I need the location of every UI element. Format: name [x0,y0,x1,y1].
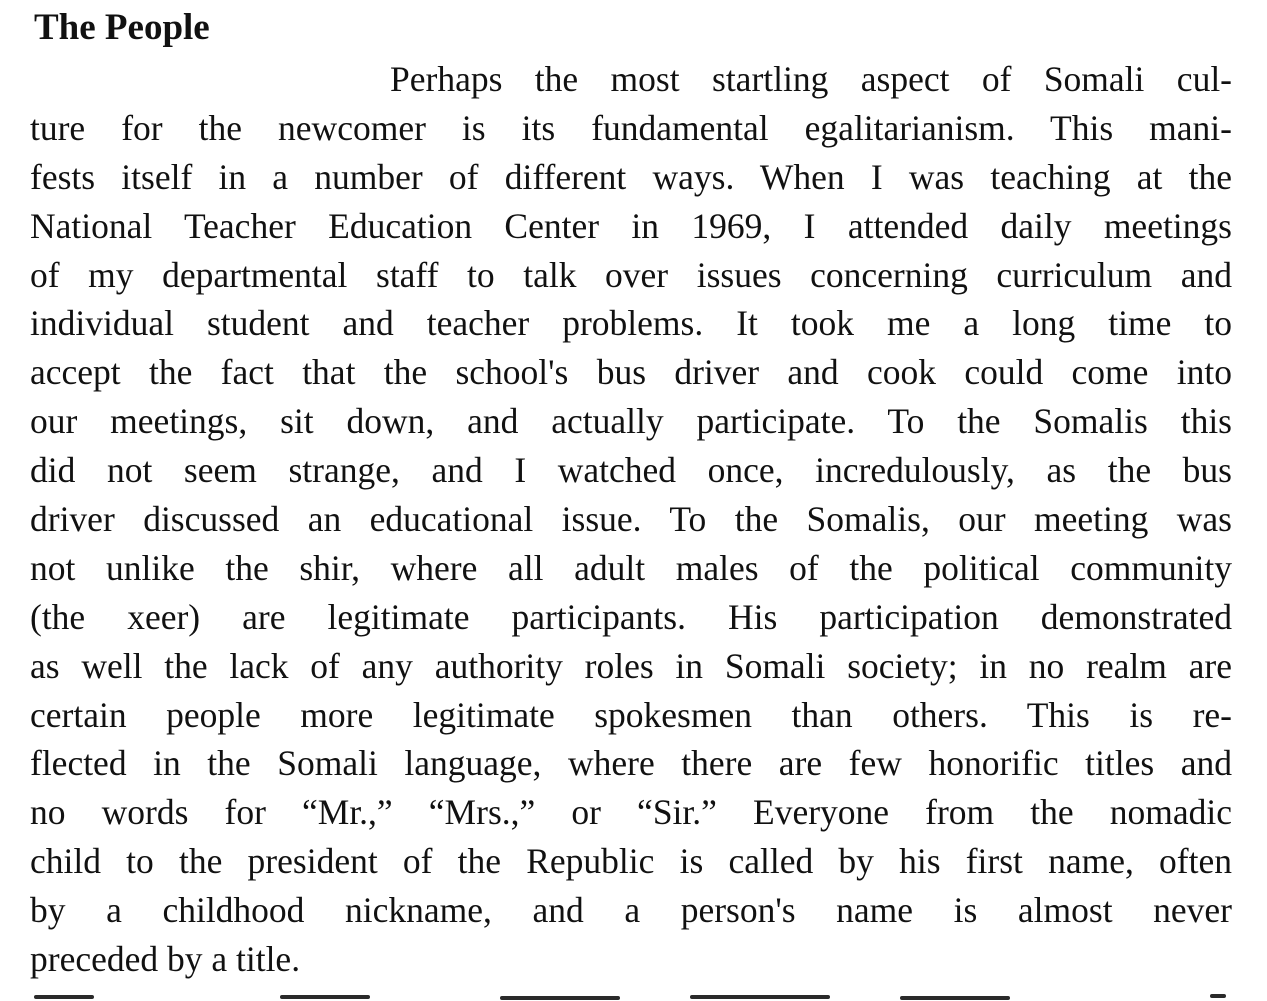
paragraph-line: flected in the Somali language, where there are few honorific titles and [30,743,1232,784]
paragraph [30,55,1232,984]
paragraph-line: by a childhood nickname, and a person's name is almost never [30,890,1232,931]
text-fragment [34,995,94,999]
section-heading: The People [34,7,210,48]
paragraph-line: no words for “Mr.,” “Mrs.,” or “Sir.” Everyone from the nomadic [30,792,1232,833]
paragraph-line: fests itself in a number of different ways. When I was teaching at the [30,156,1232,197]
paragraph-line: (the xeer) are legitimate participants. His participation demonstrated [30,596,1232,637]
paragraph-line: not unlike the shir, where all adult males of the political community [30,547,1232,588]
text-fragment [1210,994,1226,998]
text-fragment [690,995,830,999]
paragraph-line: did not seem strange, and I watched once, incredulously, as the bus [30,450,1232,491]
paragraph-line: driver discussed an educational issue. To the Somalis, our meeting was [30,499,1232,540]
paragraph-line: our meetings, sit down, and actually participate. To the Somalis this [30,401,1232,442]
text-fragment [900,996,1010,1000]
paragraph-line: accept the fact that the school's bus driver and cook could come into [30,352,1232,393]
paragraph-line: child to the president of the Republic is called by his first name, often [30,841,1232,882]
paragraph-line: of my departmental staff to talk over issues concerning curriculum and [30,254,1232,295]
paragraph-line: certain people more legitimate spokesmen than others. This is re- [30,694,1232,735]
paragraph-line: preceded by a title. [30,939,301,980]
text-fragment [500,996,620,1000]
paragraph-line: individual student and teacher problems. It took me a long time to [30,303,1232,344]
paragraph-line: ture for the newcomer is its fundamental egalitarianism. This mani- [30,107,1232,148]
cropped-next-line [30,984,1232,1001]
paragraph-line: National Teacher Education Center in 1969, I attended daily meetings [30,205,1232,246]
paragraph-line: as well the lack of any authority roles in Somali society; in no realm are [30,645,1232,686]
paragraph-line: Perhaps the most startling aspect of Somali cul- [390,59,1232,99]
text-fragment [280,995,370,999]
